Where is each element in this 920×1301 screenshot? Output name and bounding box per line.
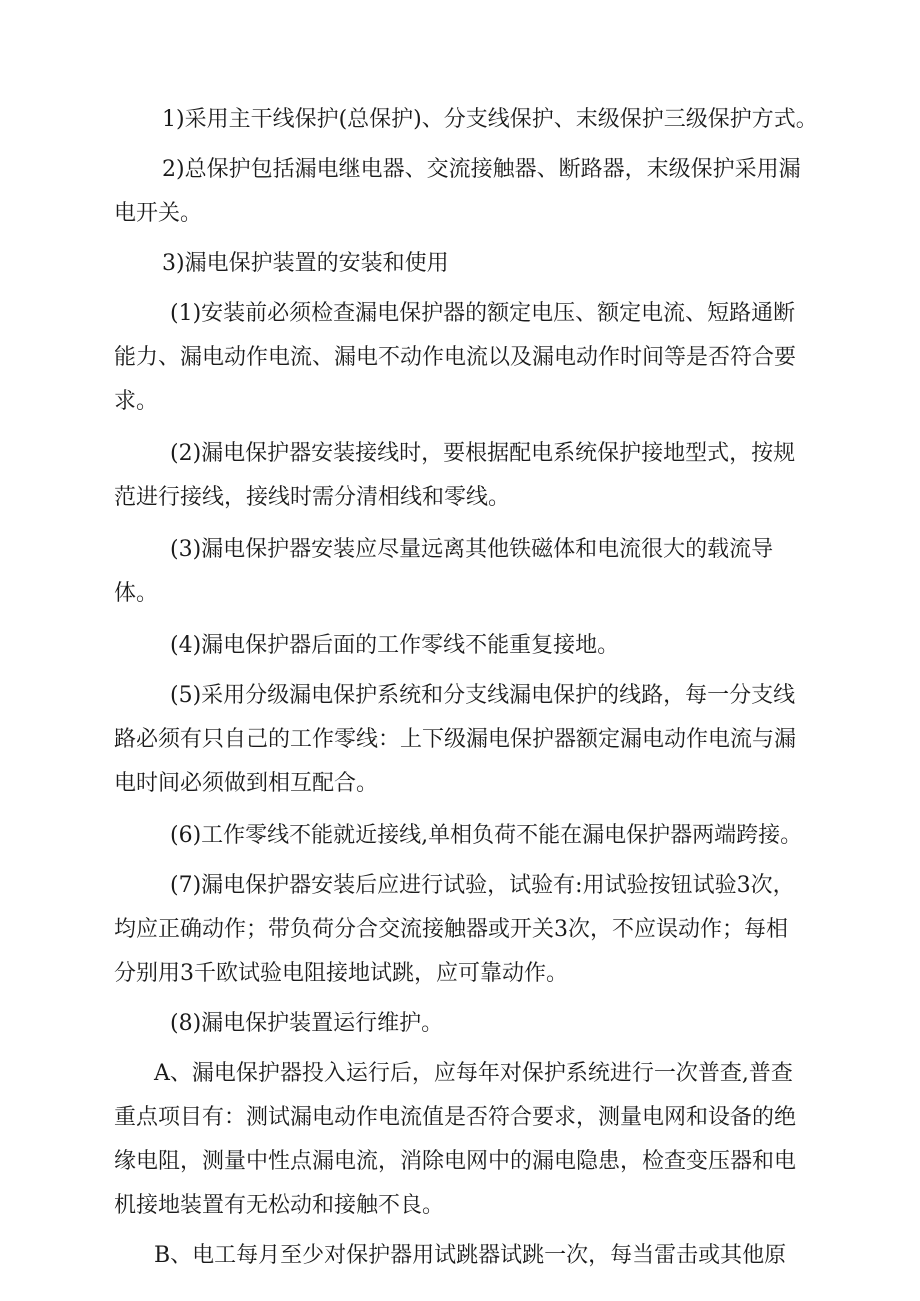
text-line: 2)总保护包括漏电继电器、交流接触器、断路器，末级保护采用漏 xyxy=(162,157,801,182)
paragraph-12 xyxy=(114,1052,842,1228)
text-line: (7)漏电保护器安装后应进行试验，试验有:用试验按钮试验3次， xyxy=(170,873,795,898)
text-line: 均应正确动作；带负荷分合交流接触器或开关3次，不应误动作；每相 xyxy=(114,917,788,942)
text-line: 体。 xyxy=(114,581,159,606)
paragraph-11 xyxy=(114,1002,842,1046)
paragraph-13 xyxy=(114,1234,842,1278)
text-line: 能力、漏电动作电流、漏电不动作电流以及漏电动作时间等是否符合要 xyxy=(114,345,797,370)
text-line: 机接地装置有无松动和接触不良。 xyxy=(114,1193,445,1218)
text-line: (4)漏电保护器后面的工作零线不能重复接地。 xyxy=(170,633,620,658)
paragraph-8 xyxy=(114,674,842,806)
text-line: 3)漏电保护装置的安装和使用 xyxy=(162,251,449,276)
text-line: 范进行接线，接线时需分清相线和零线。 xyxy=(114,485,511,510)
text-line: 电时间必须做到相互配合。 xyxy=(114,771,379,796)
text-line: (8)漏电保护装置运行维护。 xyxy=(170,1011,444,1036)
paragraph-10 xyxy=(114,864,842,996)
text-line: B、电工每月至少对保护器用试跳器试跳一次，每当雷击或其他原 xyxy=(154,1243,787,1268)
paragraph-4 xyxy=(114,292,842,424)
paragraph-7 xyxy=(114,624,842,668)
text-line: (5)采用分级漏电保护系统和分支线漏电保护的线路，每一分支线 xyxy=(170,683,796,708)
text-line: (6)工作零线不能就近接线,单相负荷不能在漏电保护器两端跨接。 xyxy=(170,823,803,848)
paragraph-9 xyxy=(114,814,842,858)
text-line: (2)漏电保护器安装接线时，要根据配电系统保护接地型式，按规 xyxy=(170,441,796,466)
text-line: 电开关。 xyxy=(114,201,203,226)
paragraph-6 xyxy=(114,528,842,616)
text-line: (3)漏电保护器安装应尽量远离其他铁磁体和电流很大的载流导 xyxy=(170,537,774,562)
text-line: 1)采用主干线保护(总保护)、分支线保护、末级保护三级保护方式。 xyxy=(162,107,818,132)
text-line: 求。 xyxy=(114,389,159,414)
text-line: 重点项目有：测试漏电动作电流值是否符合要求，测量电网和设备的绝 xyxy=(114,1105,797,1130)
paragraph-2 xyxy=(114,148,842,236)
text-line: 缘电阻，测量中性点漏电流，消除电网中的漏电隐患，检查变压器和电 xyxy=(114,1149,797,1174)
text-line: (1)安装前必须检查漏电保护器的额定电压、额定电流、短路通断 xyxy=(170,301,796,326)
text-line: 分别用3千欧试验电阻接地试跳，应可靠动作。 xyxy=(114,961,568,986)
paragraph-5 xyxy=(114,432,842,520)
paragraph-3 xyxy=(114,242,842,286)
paragraph-1 xyxy=(114,98,842,142)
text-line: 路必须有只自己的工作零线：上下级漏电保护器额定漏电动作电流与漏 xyxy=(114,727,797,752)
text-line: A、漏电保护器投入运行后，应每年对保护系统进行一次普查,普查 xyxy=(154,1061,793,1086)
